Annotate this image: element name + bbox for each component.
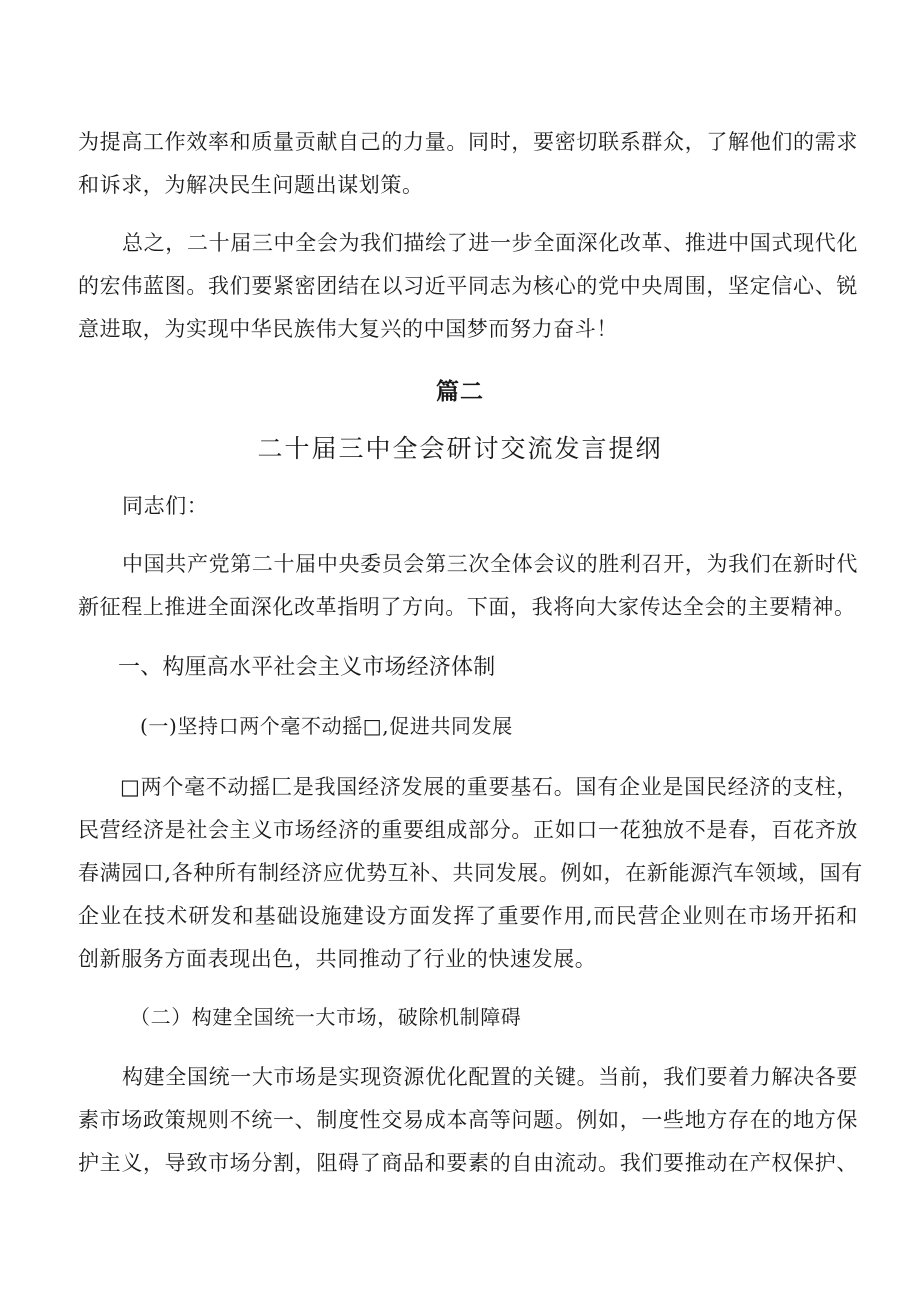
paragraph-line: 为提高工作效率和质量贡献自己的力量。同时，要密切联系群众，了解他们的需求 bbox=[78, 130, 858, 154]
paragraph-line: 素市场政策规则不统一、制度性交易成本高等问题。例如，一些地方存在的地方保 bbox=[78, 1108, 858, 1132]
paragraph-line: 春满园口,各种所有制经济应优势互补、共同发展。例如，在新能源汽车领域，国有 bbox=[78, 861, 863, 885]
paragraph-line: 护主义，导致市场分割，阻碍了商品和要素的自由流动。我们要推动在产权保护、 bbox=[78, 1151, 858, 1175]
paragraph-line: 意进取，为实现中华民族伟大复兴的中国梦而努力奋斗！ bbox=[78, 317, 618, 341]
heading-level1: 一、构厘高水平社会主义市场经济体制 bbox=[118, 655, 496, 680]
section-title: 篇二 bbox=[436, 378, 484, 405]
paragraph-line: 企业在技术研发和基础设施建设方面发挥了重要作用,而民营企业则在市场开拓和 bbox=[78, 904, 858, 928]
paragraph-line: 新征程上推进全面深化改革指明了方向。下面，我将向大家传达全会的主要精神。 bbox=[78, 595, 856, 619]
salutation: 同志们： bbox=[122, 494, 209, 518]
heading-level2: (一)坚持口两个毫不动摇□,促进共同发展 bbox=[140, 714, 513, 738]
paragraph-line: 总之，二十届三中全会为我们描绘了进一步全面深化改革、推进中国式现代化 bbox=[122, 231, 858, 255]
paragraph-line: 和诉求，为解决民生问题出谋划策。 bbox=[78, 173, 424, 197]
paragraph-line: 的宏伟蓝图。我们要紧密团结在以习近平同志为核心的党中央周围，坚定信心、锐 bbox=[78, 274, 858, 298]
paragraph-line: 中国共产党第二十届中央委员会第三次全体会议的胜利召开，为我们在新时代 bbox=[122, 552, 858, 576]
paragraph-line: □两个毫不动摇匚是我国经济发展的重要基石。国有企业是国民经济的支柱， bbox=[120, 775, 858, 799]
paragraph-line: 创新服务方面表现出色，共同推动了行业的快速发展。 bbox=[78, 947, 597, 971]
heading-level2: （二）构建全国统一大市场，破除机制障碍 bbox=[130, 1005, 522, 1029]
paragraph-line: 民营经济是社会主义市场经济的重要组成部分。正如口一花独放不是春，百花齐放 bbox=[78, 818, 858, 842]
document-title: 二十届三中全会研讨交流发言提纲 bbox=[257, 434, 663, 463]
paragraph-line: 构建全国统一大市场是实现资源优化配置的关键。当前，我们要着力解决各要 bbox=[122, 1065, 858, 1089]
